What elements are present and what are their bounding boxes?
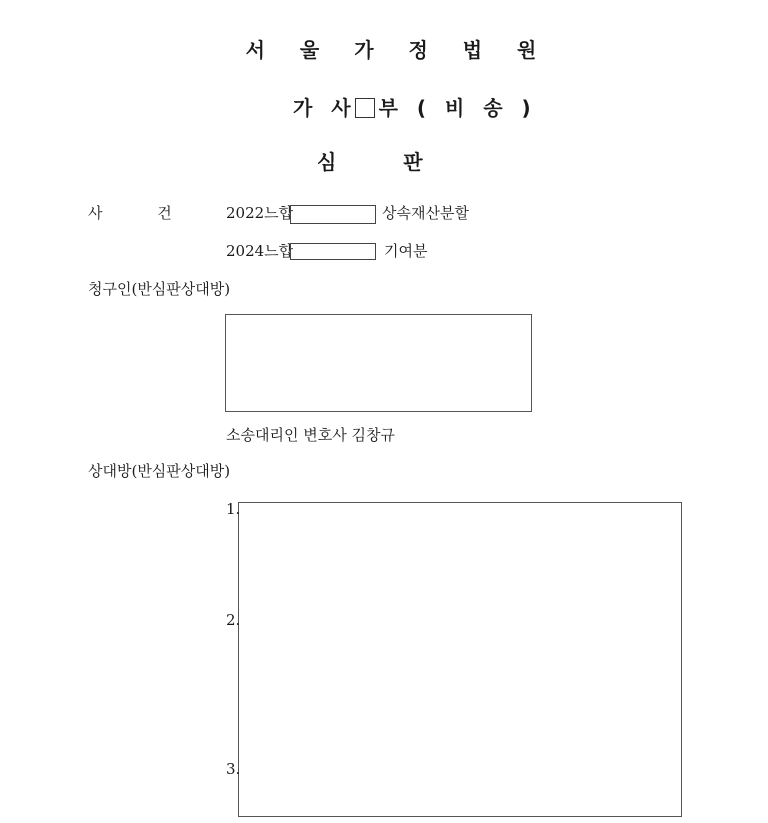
claimant-label: 청구인(반심판상대방) xyxy=(88,280,231,298)
redacted-division-number xyxy=(355,98,375,118)
court-name: 서 울 가 정 법 원 xyxy=(245,38,551,62)
redacted-claimant-info xyxy=(225,314,532,412)
division-suffix: 부 ( 비 송 ) xyxy=(378,96,537,120)
claimant-attorney: 소송대리인 변호사 김창규 xyxy=(226,426,395,444)
redacted-case-number-1 xyxy=(290,205,376,224)
case-title-2: 기여분 xyxy=(384,242,428,260)
respondent-item-number: 3. xyxy=(226,760,241,778)
case-number-2: 2024느합 xyxy=(226,242,294,260)
respondent-item-number: 2. xyxy=(226,611,241,629)
respondent-label: 상대방(반심판상대방) xyxy=(88,462,231,480)
document-type: 심 판 xyxy=(317,150,423,174)
division-title xyxy=(293,98,537,118)
redacted-respondent-info xyxy=(238,502,682,817)
respondent-item-number: 1. xyxy=(226,500,241,518)
division-prefix: 가 사 xyxy=(293,96,357,120)
case-title-1: 상속재산분할 xyxy=(382,204,469,222)
case-number-1: 2022느합 xyxy=(226,204,294,222)
case-label: 사 건 xyxy=(88,204,172,222)
redacted-case-number-2 xyxy=(290,243,376,260)
